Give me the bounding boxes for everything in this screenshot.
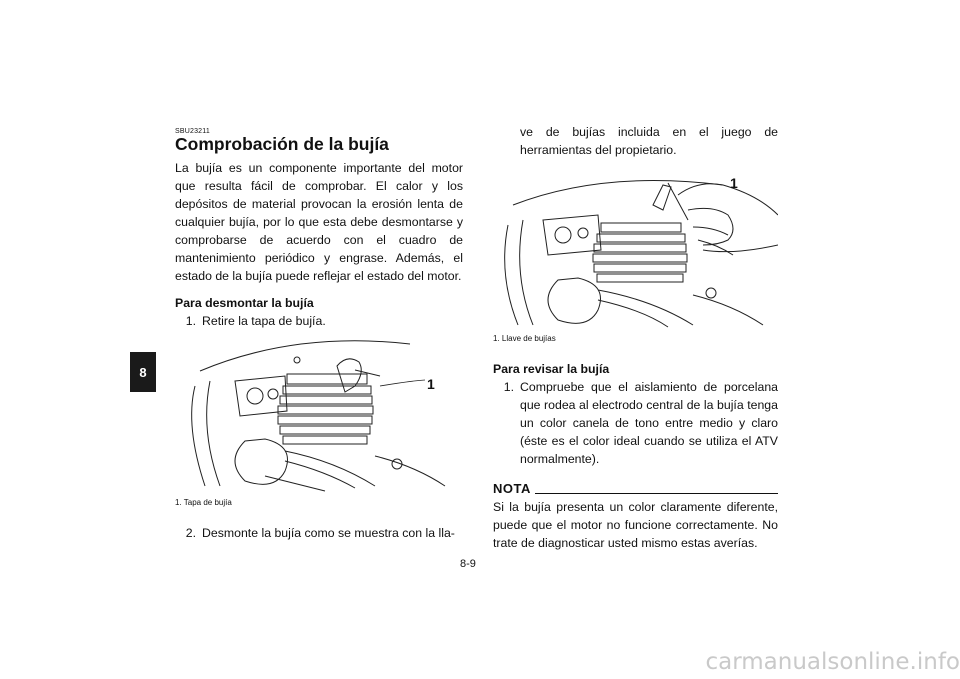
- figure-1-caption: 1. Tapa de bujía: [175, 498, 232, 507]
- note-text: Si la bujía presenta un color claramente diferente, puede que el motor no funcione correctamente. No trate de diagnosticar usted mismo estas averías.: [493, 500, 778, 550]
- step-number: 1.: [185, 314, 196, 328]
- step-number: 1.: [503, 380, 514, 394]
- inspect-heading: Para revisar la bujía: [493, 362, 610, 376]
- note-rule: [535, 493, 778, 494]
- remove-step-2: [175, 524, 463, 542]
- doc-code: SBU23211: [175, 128, 210, 135]
- step-text: Compruebe que el aislamiento de porcelana que rodea al electrodo central de la bujía tenga un color canela de tono entre medio y claro (éste es el color ideal cuando se utiliza el ATV normalmente).: [520, 380, 778, 466]
- remove-heading: Para desmontar la bujía: [175, 296, 314, 310]
- right-column: [493, 123, 778, 552]
- section-title: Comprobación de la bujía: [175, 134, 389, 154]
- callout-1: 1: [730, 175, 738, 191]
- page-number: 8-9: [460, 558, 476, 570]
- section-tab: 8: [130, 352, 156, 392]
- engine-illustration-1: [175, 336, 455, 494]
- step-text: Desmonte la bujía como se muestra con la lla-: [202, 526, 455, 540]
- inspect-step-1: [493, 378, 778, 468]
- figure-spark-plug-wrench: [493, 165, 778, 330]
- step-number: 2.: [185, 526, 196, 540]
- note-header: [493, 482, 778, 495]
- remove-step-1: [175, 312, 463, 330]
- left-column: [175, 124, 463, 542]
- step-text: ve de bujías incluida en el juego de herramientas del propietario.: [520, 125, 778, 157]
- note-label: NOTA: [493, 481, 531, 496]
- remove-step-2-continued: [493, 123, 778, 159]
- figure-spark-plug-cap: [175, 336, 463, 494]
- figure-2-caption: 1. Llave de bujías: [493, 334, 556, 343]
- callout-1: 1: [427, 376, 435, 392]
- step-text: Retire la tapa de bujía.: [202, 314, 326, 328]
- intro-paragraph: La bujía es un componente importante del motor que resulta fácil de comprobar. El calor y los depósitos de material provocan la erosión lenta de cualquier bujía, por lo que esta debe desmontarse y comprobarse de acuerdo con el cuadro de mantenimiento periódico y engrase. Además, el estado de la bujía puede reflejar el estado del motor.: [175, 161, 463, 283]
- watermark: carmanualsonline.info: [705, 649, 960, 675]
